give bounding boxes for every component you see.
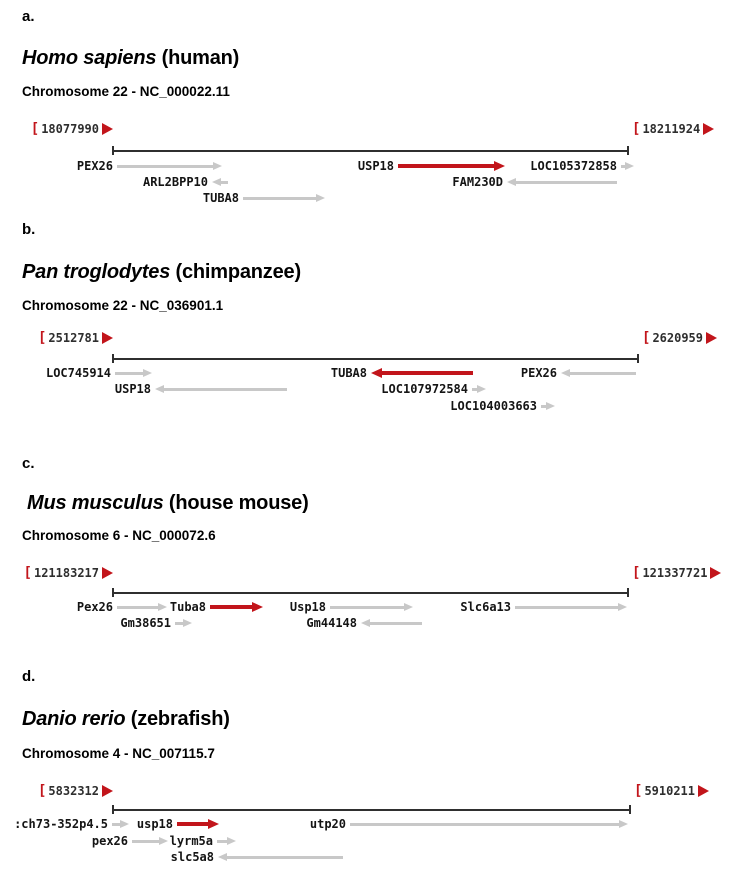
- gene-label-usp18: Usp18: [289, 600, 326, 614]
- coord-left: [38, 330, 113, 345]
- chromosome-label: Chromosome 6 - NC_000072.6: [22, 528, 216, 543]
- coord-bracket: [: [37, 329, 47, 346]
- track-right-tick: [629, 805, 631, 814]
- coord-value: 2620959: [652, 330, 704, 345]
- arrow-shaft: [117, 165, 213, 168]
- gene-arrow-loc105372858: [621, 160, 634, 172]
- gene-label-tuba8: TUBA8: [202, 191, 239, 205]
- gene-label-pex26: pex26: [91, 834, 128, 848]
- start-flag-icon: [710, 567, 721, 579]
- gene-arrow-pex26: [561, 367, 636, 379]
- coord-value: 121337721: [642, 565, 708, 580]
- track-right-tick: [637, 354, 639, 363]
- arrowhead-right-icon: [143, 369, 152, 377]
- arrowhead-left-icon: [361, 619, 370, 627]
- gene-arrow-utp20: [350, 818, 628, 830]
- start-flag-icon: [102, 567, 113, 579]
- coord-value: 2512781: [48, 330, 99, 345]
- gene-label-arl2bpp10: ARL2BPP10: [142, 175, 208, 189]
- common-name: (chimpanzee): [170, 261, 301, 283]
- gene-arrow-lyrm5a: [217, 835, 236, 847]
- arrowhead-left-icon: [218, 853, 227, 861]
- common-name: (zebrafish): [125, 708, 230, 730]
- locus-track: [113, 150, 628, 152]
- coord-left: [38, 783, 113, 798]
- coord-right: [632, 121, 714, 136]
- gene-label-tuba8: TUBA8: [330, 366, 367, 380]
- gene-label-slc5a8: slc5a8: [170, 850, 214, 864]
- gene-arrow-slc6a13: [515, 601, 627, 613]
- arrow-shaft: [570, 372, 636, 375]
- gene-arrow-pex26: [132, 835, 168, 847]
- arrow-shaft: [115, 372, 143, 375]
- arrow-shaft: [132, 840, 159, 843]
- species-name: Danio rerio: [22, 708, 126, 730]
- start-flag-icon: [698, 785, 709, 797]
- arrowhead-right-icon: [494, 161, 505, 171]
- arrow-shaft: [370, 622, 422, 625]
- coord-value: 5832312: [48, 783, 99, 798]
- gene-arrow-pex26: [117, 160, 222, 172]
- arrowhead-right-icon: [619, 820, 628, 828]
- arrowhead-right-icon: [252, 602, 263, 612]
- gene-label-usp18: USP18: [114, 382, 151, 396]
- locus-track: [113, 809, 630, 811]
- coord-bracket: [: [642, 329, 651, 346]
- arrowhead-left-icon: [371, 368, 382, 378]
- gene-arrow-pex26: [117, 601, 167, 613]
- gene-label-tuba8: Tuba8: [169, 600, 206, 614]
- arrow-shaft: [382, 371, 473, 375]
- arrow-shaft: [516, 181, 617, 184]
- coord-bracket: [: [37, 782, 47, 799]
- gene-arrow-usp18: [330, 601, 413, 613]
- coord-bracket: [: [30, 120, 40, 137]
- gene-label-pex26: Pex26: [76, 600, 113, 614]
- arrowhead-left-icon: [212, 178, 221, 186]
- gene-label-gm44148: Gm44148: [306, 616, 357, 630]
- gene-arrow-loc104003663: [541, 400, 555, 412]
- coord-bracket: [: [632, 564, 641, 581]
- coord-left: [31, 121, 113, 136]
- chromosome-label: Chromosome 22 - NC_000022.11: [22, 84, 230, 99]
- gene-arrow-fam230d: [507, 176, 617, 188]
- species-title: [22, 47, 239, 70]
- gene-label-slc6a13: Slc6a13: [460, 600, 511, 614]
- coord-value: 18077990: [41, 121, 99, 136]
- arrowhead-right-icon: [618, 603, 627, 611]
- start-flag-icon: [706, 332, 717, 344]
- species-title: [27, 492, 309, 515]
- arrowhead-right-icon: [316, 194, 325, 202]
- chromosome-label: Chromosome 4 - NC_007115.7: [22, 746, 215, 761]
- arrow-shaft: [515, 606, 618, 609]
- arrowhead-left-icon: [507, 178, 516, 186]
- gene-label-loc745914: LOC745914: [45, 366, 111, 380]
- gene-label-pex26: PEX26: [76, 159, 113, 173]
- track-left-tick: [112, 354, 114, 363]
- start-flag-icon: [102, 785, 113, 797]
- gene-label-gm38651: Gm38651: [120, 616, 171, 630]
- arrow-shaft: [398, 164, 494, 168]
- gene-label-usp18: usp18: [136, 817, 173, 831]
- coord-left: [24, 565, 113, 580]
- coord-right: [632, 565, 721, 580]
- locus-track: [113, 592, 628, 594]
- gene-arrow-ch73352p45: [112, 818, 129, 830]
- gene-arrow-gm38651: [175, 617, 192, 629]
- species-title: [22, 708, 230, 731]
- gene-arrow-loc745914: [115, 367, 152, 379]
- common-name: (human): [156, 47, 240, 69]
- gene-arrow-slc5a8: [218, 851, 343, 863]
- arrow-shaft: [217, 840, 227, 843]
- arrowhead-right-icon: [546, 402, 555, 410]
- gene-arrow-usp18: [155, 383, 287, 395]
- gene-label-lyrm5a: lyrm5a: [169, 834, 213, 848]
- arrow-shaft: [164, 388, 287, 391]
- arrow-shaft: [175, 622, 183, 625]
- arrowhead-right-icon: [213, 162, 222, 170]
- coord-value: 121183217: [33, 565, 99, 580]
- arrowhead-right-icon: [120, 820, 129, 828]
- species-title: [22, 261, 301, 284]
- gene-label-pex26: PEX26: [520, 366, 557, 380]
- track-left-tick: [112, 146, 114, 155]
- arrow-shaft: [227, 856, 343, 859]
- track-right-tick: [627, 146, 629, 155]
- panel-letter-d: d.: [22, 668, 36, 685]
- arrow-shaft: [117, 606, 158, 609]
- species-name: Pan troglodytes: [22, 261, 171, 283]
- panel-letter-c: c.: [22, 455, 35, 472]
- coord-bracket: [: [23, 564, 32, 581]
- coord-right: [634, 783, 709, 798]
- track-right-tick: [627, 588, 629, 597]
- arrowhead-right-icon: [208, 819, 219, 829]
- start-flag-icon: [102, 123, 113, 135]
- gene-arrow-tuba8: [243, 192, 325, 204]
- arrowhead-right-icon: [477, 385, 486, 393]
- start-flag-icon: [703, 123, 714, 135]
- coord-value: 18211924: [642, 121, 701, 136]
- arrowhead-right-icon: [159, 837, 168, 845]
- panel-letter-a: a.: [22, 8, 35, 25]
- arrow-shaft: [243, 197, 316, 200]
- arrow-shaft: [177, 822, 208, 826]
- gene-arrow-usp18: [398, 160, 505, 172]
- arrowhead-left-icon: [561, 369, 570, 377]
- arrow-shaft: [112, 823, 120, 826]
- gene-arrow-tuba8: [371, 367, 473, 379]
- gene-arrow-usp18: [177, 818, 219, 830]
- chromosome-label: Chromosome 22 - NC_036901.1: [22, 298, 224, 313]
- arrowhead-right-icon: [404, 603, 413, 611]
- gene-label-loc107972584: LOC107972584: [381, 382, 468, 396]
- coord-value: 5910211: [644, 783, 696, 798]
- arrowhead-right-icon: [183, 619, 192, 627]
- arrow-shaft: [330, 606, 404, 609]
- gene-label-loc104003663: LOC104003663: [450, 399, 537, 413]
- arrowhead-right-icon: [227, 837, 236, 845]
- gene-label-loc105372858: LOC105372858: [530, 159, 617, 173]
- gene-label-ch73352p45: :ch73-352p4.5: [14, 817, 108, 831]
- track-left-tick: [112, 805, 114, 814]
- gene-arrow-arl2bpp10: [212, 176, 228, 188]
- gene-label-utp20: utp20: [309, 817, 346, 831]
- arrow-shaft: [210, 605, 252, 609]
- coord-bracket: [: [632, 120, 641, 137]
- coord-right: [642, 330, 717, 345]
- gene-arrow-loc107972584: [472, 383, 486, 395]
- species-name: Homo sapiens: [22, 47, 157, 69]
- gene-arrow-tuba8: [210, 601, 263, 613]
- gene-label-fam230d: FAM230D: [452, 175, 503, 189]
- gene-arrow-gm44148: [361, 617, 422, 629]
- arrow-shaft: [350, 823, 619, 826]
- arrowhead-right-icon: [158, 603, 167, 611]
- arrow-shaft: [221, 181, 228, 184]
- start-flag-icon: [102, 332, 113, 344]
- track-left-tick: [112, 588, 114, 597]
- locus-track: [113, 358, 638, 360]
- species-name: Mus musculus: [27, 492, 164, 514]
- arrowhead-left-icon: [155, 385, 164, 393]
- panel-letter-b: b.: [22, 221, 36, 238]
- arrowhead-right-icon: [625, 162, 634, 170]
- coord-bracket: [: [634, 782, 643, 799]
- gene-label-usp18: USP18: [357, 159, 394, 173]
- common-name: (house mouse): [163, 492, 309, 514]
